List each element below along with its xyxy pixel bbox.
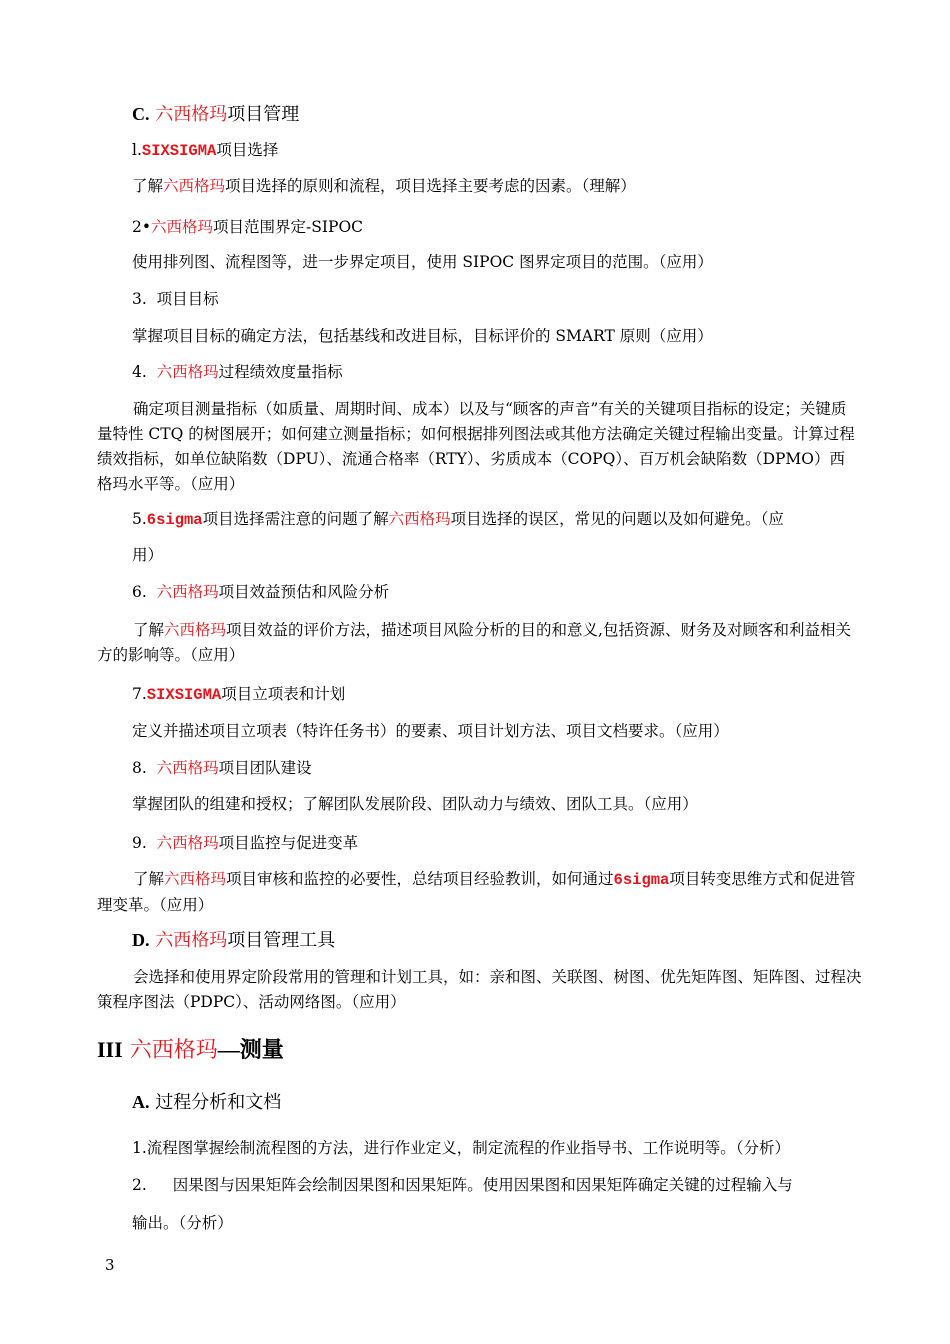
red-term: 六西格玛	[156, 759, 219, 777]
red-term: 六西格玛	[151, 218, 214, 236]
item-2-title	[132, 216, 363, 238]
item-6-desc	[97, 618, 862, 668]
item-1-desc	[132, 175, 636, 197]
item-title-text: 项目立项表和计划	[221, 685, 346, 703]
item-number: 6.	[132, 583, 147, 601]
heading-text: 项目管理工具	[227, 930, 336, 951]
item-3-title	[132, 288, 219, 310]
red-term: 六西格玛	[155, 104, 228, 125]
item-5-continued: 用）	[132, 546, 164, 564]
red-term: 六西格玛	[155, 930, 228, 951]
item-5-title	[132, 508, 784, 531]
item-7-desc: 定义并描述项目立项表（特许任务书）的要素、项目计划方法、项目文档要求。（应用）	[132, 722, 729, 740]
item-title-text: 项目目标	[156, 290, 219, 308]
item-9-desc	[97, 867, 862, 918]
section-d-heading	[132, 927, 335, 954]
item-7-title	[132, 683, 345, 706]
mono-term: 6sigma	[146, 511, 203, 529]
mono-term: SIXSIGMA	[141, 142, 217, 160]
mono-term: SIXSIGMA	[146, 686, 222, 704]
red-term: 六西格玛	[388, 510, 451, 528]
heading-text: 项目管理	[227, 104, 300, 125]
chapter-iii-heading	[97, 1035, 284, 1066]
measure-item-2-continued: 输出。（分析）	[132, 1214, 233, 1232]
measure-item-2	[132, 1174, 793, 1196]
red-term: 六西格玛	[156, 363, 219, 381]
item-8-title	[132, 757, 312, 779]
text-span: 因果图与因果矩阵会绘制因果图和因果矩阵。使用因果图和因果矩阵确定关键的过程输入与	[172, 1176, 793, 1194]
item-number: 2.	[132, 1176, 147, 1194]
item-8-desc: 掌握团队的组建和授权；了解团队发展阶段、团队动力与绩效、团队工具。（应用）	[132, 795, 698, 813]
heading-text: —测量	[217, 1037, 284, 1062]
section-letter: A.	[132, 1092, 150, 1112]
red-term: 六西格玛	[129, 1038, 218, 1063]
measure-item-1: 1.流程图掌握绘制流程图的方法，进行作业定义，制定流程的作业指导书、工作说明等。（分析）	[132, 1139, 791, 1157]
text-span: 项目选择需注意的问题了解	[202, 510, 389, 528]
red-term: 六西格玛	[156, 834, 219, 852]
text-span: 项目选择的原则和流程，项目选择主要考虑的因素。（理解）	[225, 177, 636, 195]
item-number: 2•	[132, 218, 152, 236]
red-term: 六西格玛	[164, 870, 227, 888]
page-number: 3	[105, 1256, 115, 1274]
item-title-text: 过程绩效度量指标	[218, 363, 343, 381]
item-number: 4.	[132, 363, 147, 381]
text-span: 了解	[132, 177, 164, 195]
chapter-roman: III	[97, 1037, 123, 1062]
item-2-desc: 使用排列图、流程图等，进一步界定项目，使用 SIPOC 图界定项目的范围。（应用）	[132, 253, 713, 271]
item-title-text: 项目团队建设	[218, 759, 312, 777]
section-letter: D.	[132, 930, 150, 950]
item-number: l.	[132, 141, 142, 159]
text-span: 了解	[133, 621, 165, 639]
red-term: 六西格玛	[164, 621, 227, 639]
item-title-text: 项目范围界定-SIPOC	[213, 218, 364, 236]
text-span: 项目选择的误区，常见的问题以及如何避免。（应	[450, 510, 784, 528]
item-number: 9.	[132, 834, 147, 852]
item-9-title	[132, 832, 358, 854]
section-a-heading	[132, 1089, 281, 1116]
heading-text: 过程分析和文档	[155, 1092, 282, 1113]
item-title-text: 项目监控与促进变革	[218, 834, 359, 852]
item-number: 8.	[132, 759, 147, 777]
item-1-title	[132, 139, 278, 162]
text-span: 项目转变思维方式和促进管理变革。（应用）	[97, 870, 856, 914]
text-span: 项目审核和监控的必要性，总结项目经验教训，如何通过	[226, 870, 614, 888]
section-d-desc: 会选择和使用界定阶段常用的管理和计划工具，如：亲和图、关联图、树图、优先矩阵图、矩阵图、过程决策程序图法（PDPC）、活动网络图。（应用）	[97, 968, 862, 1011]
mono-term: 6sigma	[613, 871, 670, 889]
item-title-text: 项目选择	[216, 141, 279, 159]
text-span: 了解	[133, 870, 165, 888]
text-span: 项目效益的评价方法，描述项目风险分析的目的和意义,包括资源、财务及对顾客和利益相关方的影响等。（应用）	[97, 621, 851, 664]
item-3-desc: 掌握项目目标的确定方法，包括基线和改进目标，目标评价的 SMART 原则（应用）	[132, 327, 713, 345]
item-6-title	[132, 581, 389, 603]
section-letter: C.	[132, 104, 150, 124]
red-term: 六西格玛	[156, 583, 219, 601]
red-term: 六西格玛	[163, 177, 226, 195]
item-number: 7.	[132, 685, 147, 703]
section-c-heading	[132, 101, 299, 128]
item-number: 5.	[132, 510, 147, 528]
item-number: 3.	[132, 290, 147, 308]
item-4-desc: 确定项目测量指标（如质量、周期时间、成本）以及与“顾客的声音”有关的关键项目指标的设定；关键质量特性 CTQ 的树图展开；如何建立测量指标；如何根据排列图法或其他方法确定关键过程输出变量。计算过程绩效指标，如单位缺陷数（DPU）、流通合格率（RTY）、劣质成本（COPQ）、百万机会缺陷数（DPMO）西格玛水平等。（应用）	[97, 400, 855, 493]
item-title-text: 项目效益预估和风险分析	[218, 583, 390, 601]
item-4-title	[132, 361, 343, 383]
